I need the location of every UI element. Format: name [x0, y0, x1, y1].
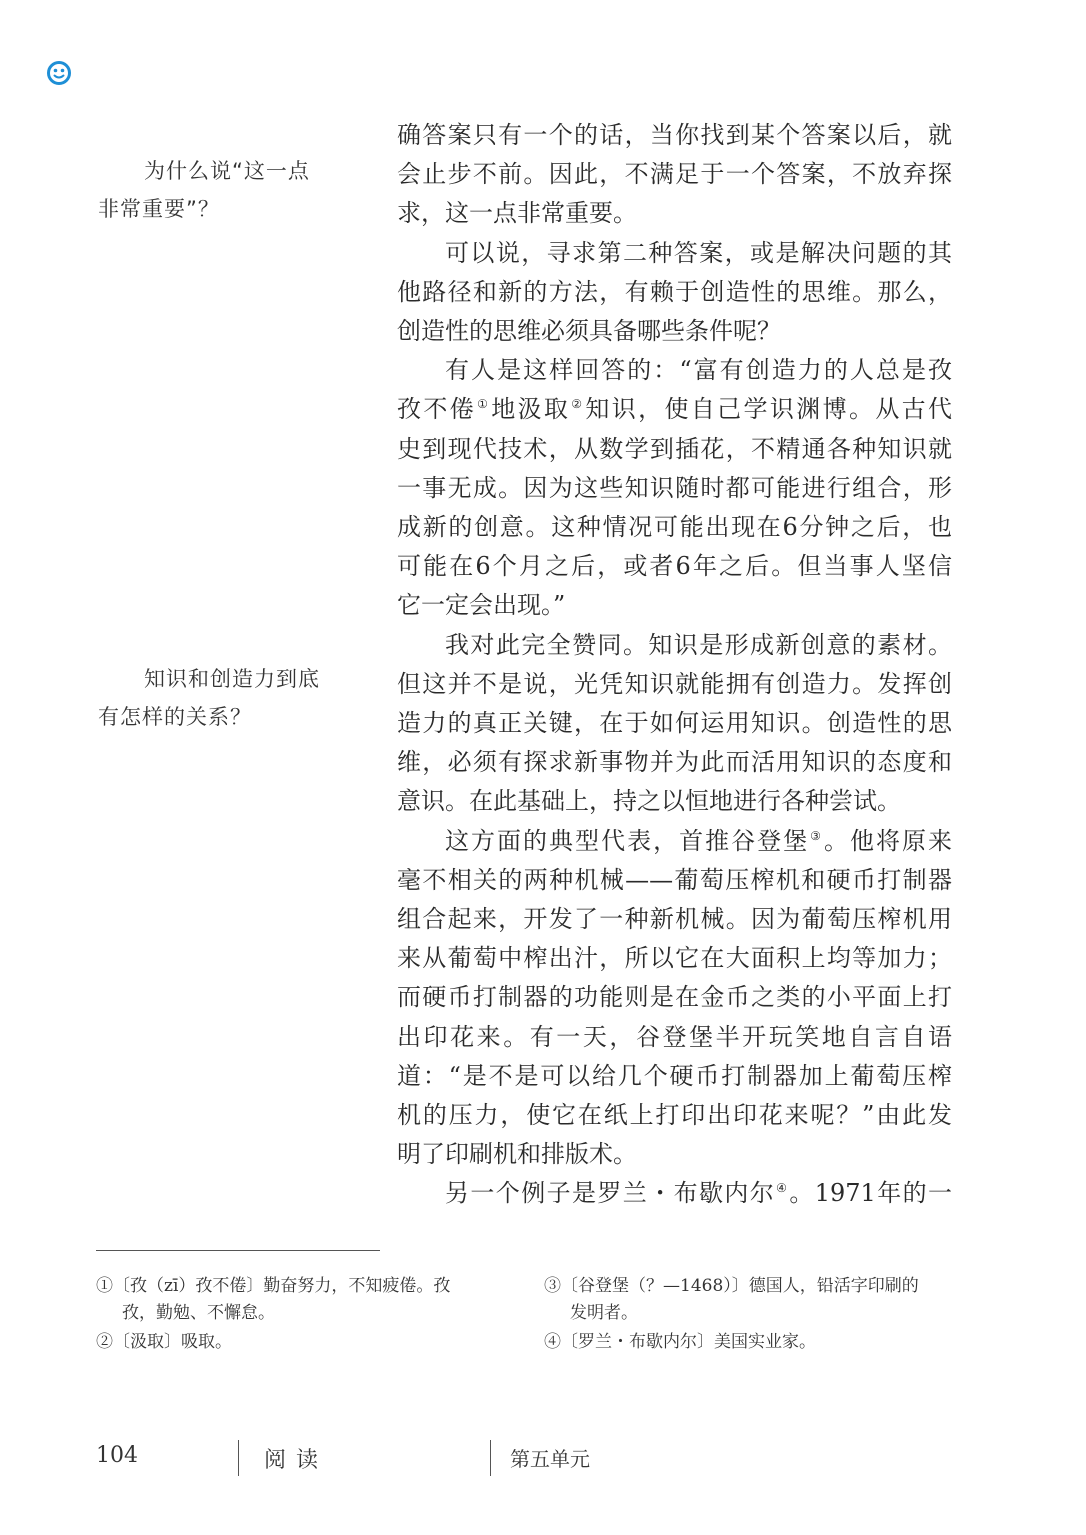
side-note-line: 非常重要”？: [98, 197, 220, 221]
text-line: 可能在6个月之后，或者6年之后。但当事人坚信: [397, 552, 952, 581]
text-line: 成新的创意。这种情况可能出现在6分钟之后，也: [397, 513, 952, 542]
paragraph: [397, 116, 952, 234]
side-note-knowledge: [98, 660, 360, 736]
footnote-marker[interactable]: ③: [810, 828, 823, 843]
footnote-divider: [96, 1250, 380, 1251]
footnote-marker[interactable]: ①: [477, 397, 491, 412]
side-note-line: 有怎样的关系？: [98, 705, 252, 729]
text-line: 有人是这样回答的：“富有创造力的人总是孜: [445, 356, 952, 385]
text-line: 一事无成。因为这些知识随时都可能进行组合，形: [397, 473, 952, 502]
footnote-2: [96, 1329, 506, 1356]
text-line: [397, 1174, 952, 1213]
text-line: 我对此完全赞同。知识是形成新创意的素材。: [445, 630, 952, 659]
footnotes-right: [544, 1273, 954, 1358]
paragraph: [397, 822, 952, 1175]
footnote-text: ①〔孜（zī）孜不倦〕勤奋努力，不知疲倦。孜: [96, 1276, 451, 1296]
text-fragment: 另一个例子是罗兰・布歇内尔: [445, 1179, 776, 1208]
paragraph: [397, 1174, 952, 1213]
text-line: 明了印刷机和排版术。: [397, 1140, 637, 1169]
footnotes-left: [96, 1273, 506, 1358]
footnote-text: ③〔谷登堡（？—1468）〕德国人，铅活字印刷的: [544, 1276, 919, 1296]
footnote-marker[interactable]: ④: [776, 1181, 789, 1196]
unit-title: 第五单元: [510, 1447, 590, 1471]
text-fragment: 孜不倦: [397, 395, 477, 424]
footnote-marker[interactable]: ②: [571, 397, 585, 412]
text-line: 毫不相关的两种机械——葡萄压榨机和硬币打制器: [397, 865, 952, 894]
text-line: 求，这一点非常重要。: [397, 199, 637, 228]
body-text: [397, 116, 952, 1214]
text-line: 创造性的思维必须具备哪些条件呢？: [397, 317, 781, 346]
text-fragment: 。1971年的一: [789, 1179, 952, 1208]
text-line: [397, 822, 952, 861]
footnote-text: 孜，勤勉、不懈怠。: [122, 1303, 275, 1323]
text-line: 道：“是不是可以给几个硬币打制器加上葡萄压榨: [397, 1061, 952, 1090]
paragraph: [397, 351, 952, 625]
text-line: 而硬币打制器的功能则是在金币之类的小平面上打: [397, 983, 952, 1012]
page-number: 104: [96, 1443, 138, 1468]
text-line: 史到现代技术，从数学到插花，不精通各种知识就: [397, 434, 952, 463]
text-line: 意识。在此基础上，持之以恒地进行各种尝试。: [397, 787, 901, 816]
footnote-text: ②〔汲取〕吸取。: [96, 1332, 232, 1352]
text-line: 机的压力，使它在纸上打印出印花来呢？”由此发: [397, 1101, 952, 1130]
text-line: 来从葡萄中榨出汁，所以它在大面积上均等加力；: [397, 944, 952, 973]
footer-divider: [490, 1440, 491, 1476]
text-line: 造力的真正关键，在于如何运用知识。创造性的思: [397, 709, 952, 738]
footer-divider: [238, 1440, 239, 1476]
text-line: [397, 390, 952, 429]
footnote-4: [544, 1329, 954, 1356]
text-line: 它一定会出现。”: [397, 591, 566, 620]
text-line: 他路径和新的方法，有赖于创造性的思维。那么，: [397, 277, 952, 306]
text-line: 确答案只有一个的话，当你找到某个答案以后，就: [397, 121, 952, 149]
page-footer: [96, 1440, 796, 1480]
side-note-important: [98, 152, 360, 228]
text-line: 维，必须有探求新事物并为此而活用知识的态度和: [397, 748, 952, 777]
section-title: 阅读: [264, 1448, 329, 1473]
text-line: 会止步不前。因此，不满足于一个答案，不放弃探: [397, 160, 952, 189]
text-line: 出印花来。有一天，谷登堡半开玩笑地自言自语: [397, 1022, 952, 1051]
footnote-text: ④〔罗兰・布歇内尔〕美国实业家。: [544, 1332, 816, 1352]
text-fragment: 知识，使自己学识渊博。从古代: [585, 395, 953, 424]
paragraph: [397, 234, 952, 352]
footnote-3: [544, 1273, 954, 1327]
text-fragment: 地汲取: [491, 395, 571, 424]
text-line: 但这并不是说，光凭知识就能拥有创造力。发挥创: [397, 669, 952, 698]
side-note-line: 为什么说“这一点: [144, 159, 310, 183]
text-line: 可以说，寻求第二种答案，或是解决问题的其: [445, 238, 952, 267]
paragraph: [397, 626, 952, 822]
text-line: 组合起来，开发了一种新机械。因为葡萄压榨机用: [397, 905, 952, 934]
side-note-line: 知识和创造力到底: [144, 667, 320, 691]
footnote-text: 发明者。: [570, 1303, 638, 1323]
text-fragment: 。他将原来: [823, 826, 953, 855]
footnote-1: [96, 1273, 506, 1327]
smiley-face-icon: [46, 60, 72, 86]
text-fragment: 这方面的典型代表，首推谷登堡: [445, 826, 810, 855]
